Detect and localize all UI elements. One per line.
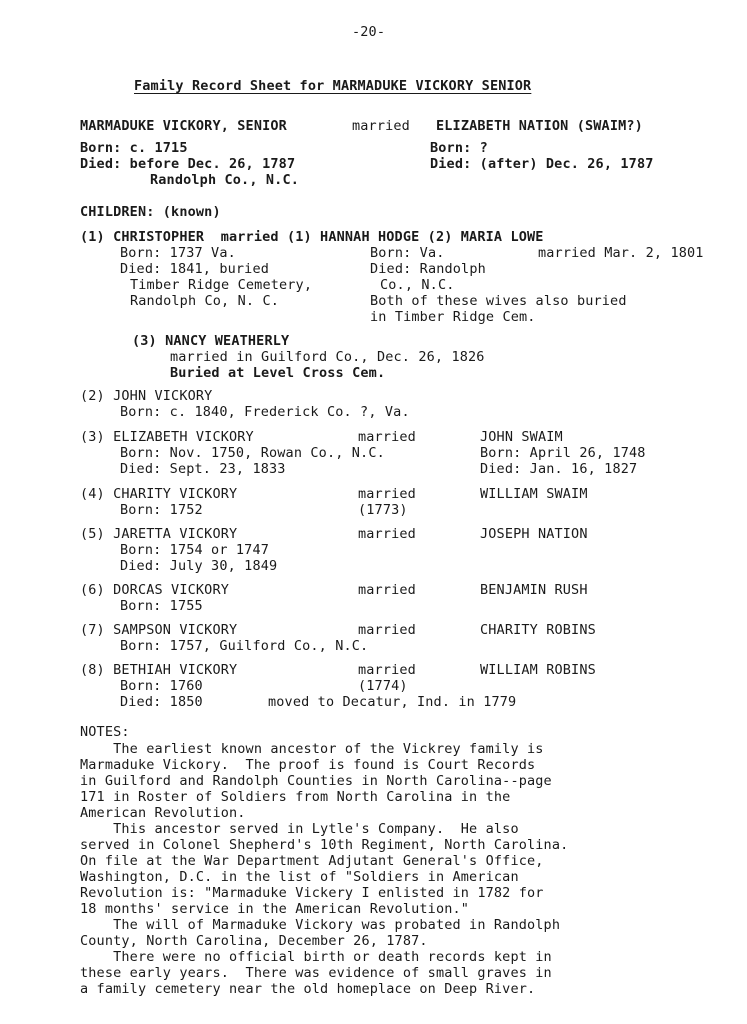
child1-born: Born: 1737 Va.	[120, 245, 236, 261]
child4-year: (1773)	[358, 502, 408, 518]
child8-married: married	[358, 662, 416, 678]
child3-spouse: JOHN SWAIM	[480, 429, 563, 445]
child7-married: married	[358, 622, 416, 638]
wife-died: Died: (after) Dec. 26, 1787	[430, 156, 654, 172]
notes-line: Washington, D.C. in the list of "Soldiers in American	[80, 869, 519, 885]
child8-year: (1774)	[358, 678, 408, 694]
child4-head: (4) CHARITY VICKORY	[80, 486, 238, 502]
wife-name: ELIZABETH NATION (SWAIM?)	[436, 118, 643, 134]
child5-head: (5) JARETTA VICKORY	[80, 526, 238, 542]
child3-born: Born: Nov. 1750, Rowan Co., N.C.	[120, 445, 385, 461]
notes-line: these early years. There was evidence of small graves in	[80, 965, 552, 981]
notes-line: This ancestor served in Lytle's Company. He also	[80, 821, 519, 837]
notes-line: There were no official birth or death records kept in	[80, 949, 552, 965]
child3-died: Died: Sept. 23, 1833	[120, 461, 286, 477]
child1-third-married: married in Guilford Co., Dec. 26, 1826	[170, 349, 485, 365]
child5-born: Born: 1754 or 1747	[120, 542, 269, 558]
child7-born: Born: 1757, Guilford Co., N.C.	[120, 638, 369, 654]
husband-born: Born: c. 1715	[80, 140, 188, 156]
child1-county: Randolph Co, N. C.	[130, 293, 279, 309]
notes-heading: NOTES:	[80, 724, 130, 740]
notes-line: in Guilford and Randolph Counties in North Carolina--page	[80, 773, 552, 789]
child8-spouse: WILLIAM ROBINS	[480, 662, 596, 678]
child3-head: (3) ELIZABETH VICKORY	[80, 429, 254, 445]
child8-head: (8) BETHIAH VICKORY	[80, 662, 238, 678]
husband-place: Randolph Co., N.C.	[150, 172, 299, 188]
child4-married: married	[358, 486, 416, 502]
notes-line: 18 months' service in the American Revolution."	[80, 901, 470, 917]
child3-married: married	[358, 429, 416, 445]
child2-head: (2) JOHN VICKORY	[80, 388, 213, 404]
notes-line: On file at the War Department Adjutant General's Office,	[80, 853, 544, 869]
child4-born: Born: 1752	[120, 502, 203, 518]
child1-head: (1) CHRISTOPHER married (1) HANNAH HODGE (2) MARIA LOWE	[80, 229, 544, 245]
husband-died: Died: before Dec. 26, 1787	[80, 156, 296, 172]
child1-third-wife: (3) NANCY WEATHERLY	[132, 333, 290, 349]
child5-married: married	[358, 526, 416, 542]
page-number: -20-	[352, 24, 386, 40]
child7-spouse: CHARITY ROBINS	[480, 622, 596, 638]
child1-wife-born: Born: Va.	[370, 245, 445, 261]
notes-line: a family cemetery near the old homeplace on Deep River.	[80, 981, 536, 997]
child3-spouse-died: Died: Jan. 16, 1827	[480, 461, 638, 477]
wife-born: Born: ?	[430, 140, 488, 156]
child1-wives-cem: in Timber Ridge Cem.	[370, 309, 536, 325]
child2-born: Born: c. 1840, Frederick Co. ?, Va.	[120, 404, 410, 420]
notes-line: The earliest known ancestor of the Vickrey family is	[80, 741, 544, 757]
child6-head: (6) DORCAS VICKORY	[80, 582, 229, 598]
child1-third-buried: Buried at Level Cross Cem.	[170, 365, 386, 381]
child7-head: (7) SAMPSON VICKORY	[80, 622, 238, 638]
child8-born: Born: 1760	[120, 678, 203, 694]
notes-line: Marmaduke Vickory. The proof is found is Court Records	[80, 757, 536, 773]
couple-married: married	[352, 118, 410, 134]
child6-born: Born: 1755	[120, 598, 203, 614]
child5-died: Died: July 30, 1849	[120, 558, 278, 574]
child1-wife-county: Co., N.C.	[380, 277, 455, 293]
child5-spouse: JOSEPH NATION	[480, 526, 588, 542]
husband-name: MARMADUKE VICKORY, SENIOR	[80, 118, 287, 134]
child8-moved: moved to Decatur, Ind. in 1779	[268, 694, 517, 710]
child1-died: Died: 1841, buried	[120, 261, 269, 277]
notes-line: The will of Marmaduke Vickory was probated in Randolph	[80, 917, 561, 933]
child3-spouse-born: Born: April 26, 1748	[480, 445, 646, 461]
notes-line: Revolution is: "Marmaduke Vickery I enlisted in 1782 for	[80, 885, 544, 901]
child4-spouse: WILLIAM SWAIM	[480, 486, 588, 502]
notes-line: 171 in Roster of Soldiers from North Carolina in the	[80, 789, 511, 805]
notes-line: served in Colonel Shepherd's 10th Regiment, North Carolina.	[80, 837, 569, 853]
children-heading: CHILDREN: (known)	[80, 204, 221, 220]
child1-wives-buried: Both of these wives also buried	[370, 293, 627, 309]
child6-spouse: BENJAMIN RUSH	[480, 582, 588, 598]
notes-line: American Revolution.	[80, 805, 246, 821]
child1-wife-died: Died: Randolph	[370, 261, 486, 277]
child1-wife-married: married Mar. 2, 1801	[538, 245, 704, 261]
child8-died: Died: 1850	[120, 694, 203, 710]
child6-married: married	[358, 582, 416, 598]
page-title: Family Record Sheet for MARMADUKE VICKORY SENIOR	[134, 78, 532, 94]
notes-line: County, North Carolina, December 26, 1787.	[80, 933, 428, 949]
child1-burial: Timber Ridge Cemetery,	[130, 277, 313, 293]
